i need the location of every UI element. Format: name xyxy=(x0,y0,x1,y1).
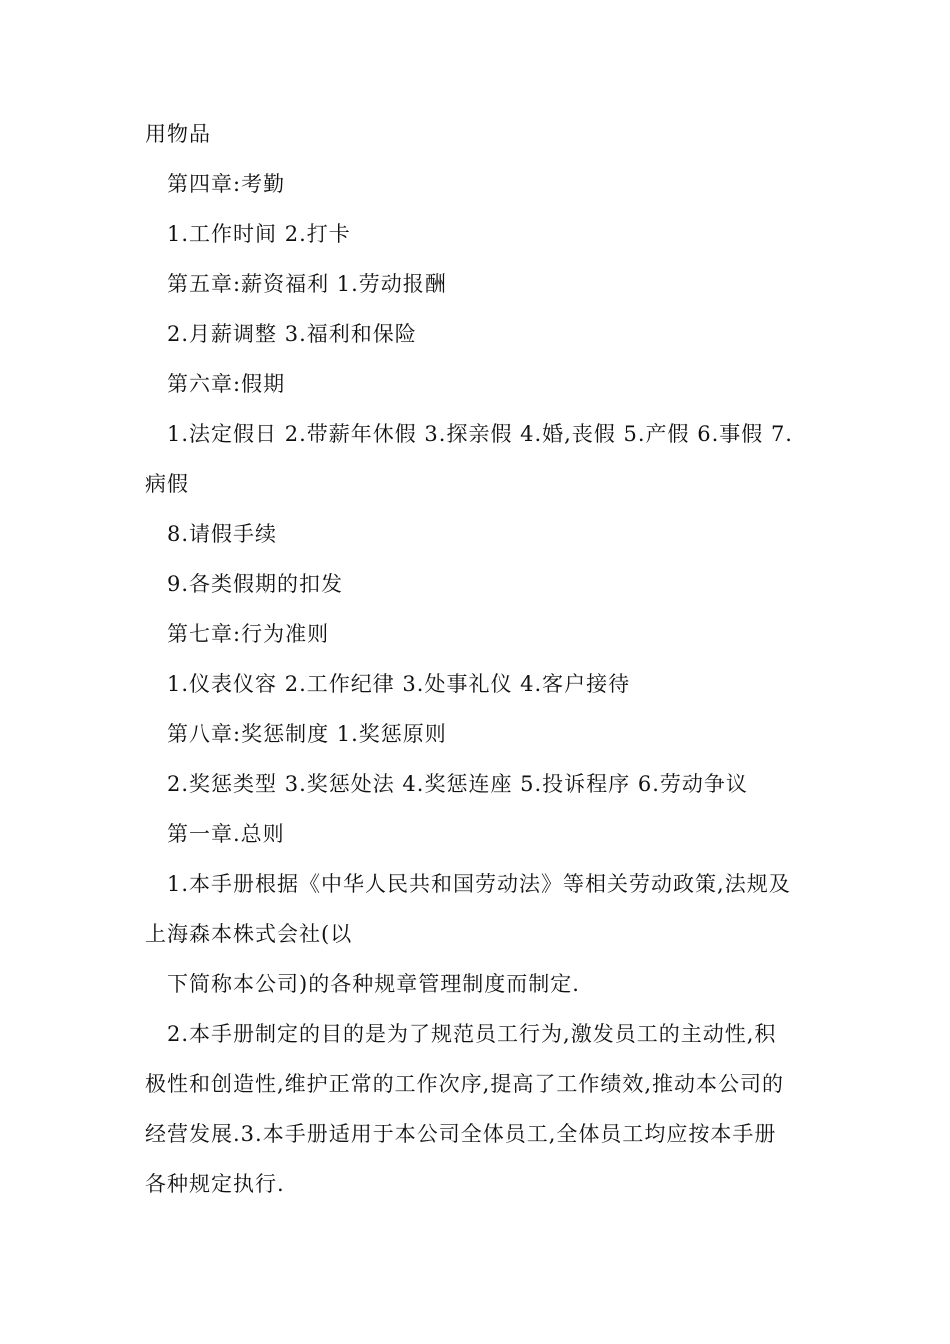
text-line-16: 1.本手册根据《中华人民共和国劳动法》等相关劳动政策,法规及 xyxy=(167,872,791,896)
text-line-19: 2.本手册制定的目的是为了规范员工行为,激发员工的主动性,积 xyxy=(167,1022,777,1046)
chapter-7-heading: 第七章:行为准则 xyxy=(167,622,330,646)
text-line-20: 极性和创造性,维护正常的工作次序,提高了工作绩效,推动本公司的 xyxy=(145,1072,785,1096)
text-line-17: 上海森本株式会社(以 xyxy=(145,922,353,946)
text-line-7: 1.法定假日 2.带薪年休假 3.探亲假 4.婚,丧假 5.产假 6.事假 7. xyxy=(167,422,793,446)
text-line-9: 8.请假手续 xyxy=(167,522,278,546)
text-line-12: 1.仪表仪容 2.工作纪律 3.处事礼仪 4.客户接待 xyxy=(167,672,631,696)
text-line-10: 9.各类假期的扣发 xyxy=(167,572,344,596)
text-line-22: 各种规定执行. xyxy=(145,1172,285,1196)
chapter-5-heading: 第五章:薪资福利 1.劳动报酬 xyxy=(167,272,447,296)
text-line-18: 下简称本公司)的各种规章管理制度而制定. xyxy=(167,972,580,996)
chapter-6-heading: 第六章:假期 xyxy=(167,372,286,396)
text-line-8: 病假 xyxy=(145,472,189,496)
text-line-21: 经营发展.3.本手册适用于本公司全体员工,全体员工均应按本手册 xyxy=(145,1122,777,1146)
text-line-1: 用物品 xyxy=(145,122,211,146)
text-line-5: 2.月薪调整 3.福利和保险 xyxy=(167,322,417,346)
chapter-4-heading: 第四章:考勤 xyxy=(167,172,286,196)
chapter-8-heading: 第八章:奖惩制度 1.奖惩原则 xyxy=(167,722,447,746)
chapter-1-heading: 第一章.总则 xyxy=(167,822,285,846)
text-line-3: 1.工作时间 2.打卡 xyxy=(167,222,351,246)
text-line-14: 2.奖惩类型 3.奖惩处法 4.奖惩连座 5.投诉程序 6.劳动争议 xyxy=(167,772,748,796)
